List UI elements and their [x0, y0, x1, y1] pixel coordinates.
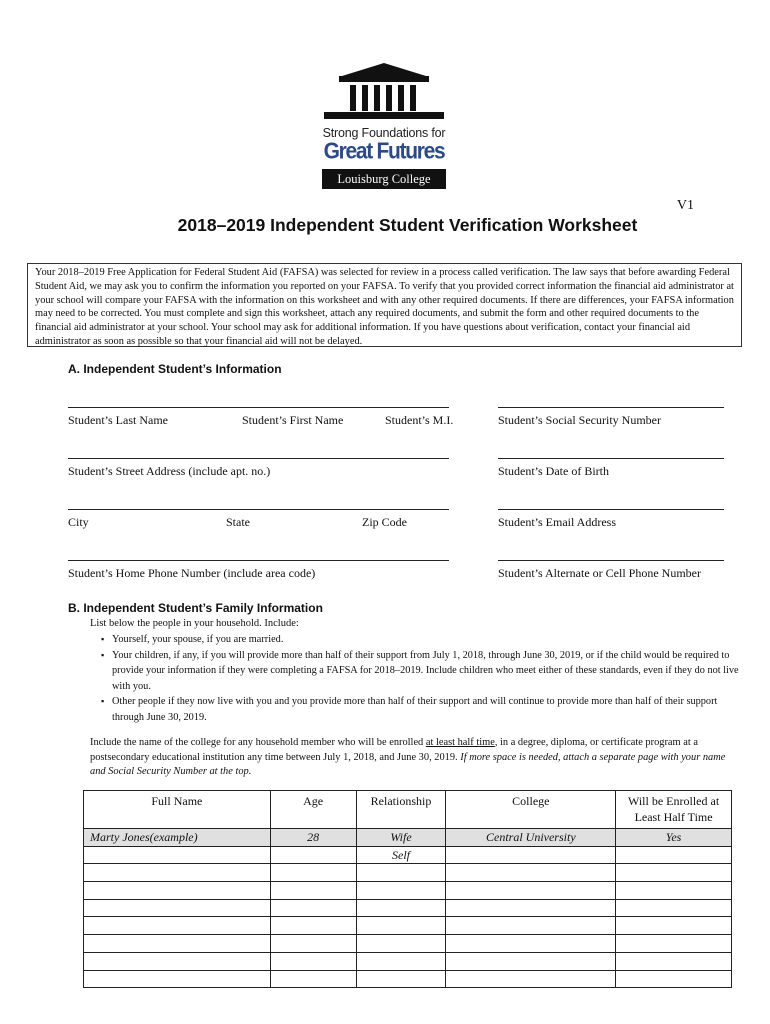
example-age: 28 — [270, 829, 356, 847]
table-row[interactable] — [84, 970, 732, 988]
col-age: Age — [270, 791, 356, 829]
first-name-label: Student’s First Name — [242, 413, 344, 427]
list-item: ▪ Your children, if any, if you will provide more than half of their support from July 1, 2018, through June 30, 2019, or if the child would be required to provide your information if they were completing a FAFSA for 2018–2019. Include children who meet either of these standards, even if they do not live with you. — [101, 648, 741, 695]
table-row[interactable] — [84, 899, 732, 917]
note-underlined-text: at least half time — [425, 737, 495, 748]
table-cell[interactable] — [270, 899, 356, 917]
table-row[interactable] — [84, 882, 732, 900]
table-cell[interactable] — [616, 864, 732, 882]
ssn-label: Student’s Social Security Number — [498, 413, 661, 427]
example-name: Marty Jones(example) — [84, 829, 271, 847]
table-cell[interactable] — [446, 970, 616, 988]
dob-field-line[interactable] — [498, 458, 724, 459]
table-cell[interactable] — [356, 864, 446, 882]
state-label: State — [226, 515, 250, 529]
city-state-zip-field-line[interactable] — [68, 509, 449, 510]
table-cell[interactable] — [356, 952, 446, 970]
page-title: 2018–2019 Independent Student Verification Worksheet — [177, 215, 638, 235]
college-enrollment-note — [90, 736, 740, 780]
col-college: College — [446, 791, 616, 829]
table-row[interactable] — [84, 864, 732, 882]
table-cell[interactable] — [616, 935, 732, 953]
table-cell[interactable] — [270, 952, 356, 970]
table-header-row — [84, 791, 732, 829]
zip-label: Zip Code — [362, 515, 407, 529]
building-columns-icon — [322, 60, 446, 122]
cell-phone-label: Student’s Alternate or Cell Phone Number — [498, 566, 701, 580]
table-cell[interactable] — [616, 846, 732, 864]
table-cell[interactable] — [270, 864, 356, 882]
table-cell[interactable] — [446, 864, 616, 882]
col-full-name: Full Name — [84, 791, 271, 829]
example-college: Central University — [446, 829, 616, 847]
address-label: Student’s Street Address (include apt. no.) — [68, 464, 271, 478]
list-item: ▪ Other people if they now live with you and you provide more than half of their support and will continue to provide more than half of their support through June 30, 2019. — [101, 694, 741, 725]
col-relationship: Relationship — [356, 791, 446, 829]
table-cell[interactable] — [446, 846, 616, 864]
section-b-intro: List below the people in your household. Include: — [90, 618, 299, 629]
home-phone-label: Student’s Home Phone Number (include area code) — [68, 566, 316, 580]
section-b-heading: B. Independent Student’s Family Information — [68, 601, 323, 615]
table-cell[interactable] — [84, 917, 271, 935]
table-cell[interactable] — [270, 935, 356, 953]
mi-label: Student’s M.I. — [385, 413, 454, 427]
table-cell[interactable] — [270, 882, 356, 900]
note-italic-text: If more space is needed, attach a separate page with your name and Social Security Number at the top. — [90, 751, 726, 777]
note-text: , in a degree, diploma, or certificate program at a postsecondary educational institution any time between July 1, 2018, and June 30, 2019. — [90, 737, 698, 763]
list-item: ▪ Yourself, your spouse, if you are married. — [101, 632, 741, 648]
home-phone-field-line[interactable] — [68, 560, 449, 561]
cell-phone-field-line[interactable] — [498, 560, 724, 561]
name-field-line[interactable] — [68, 407, 449, 408]
table-cell[interactable] — [446, 935, 616, 953]
table-cell[interactable] — [356, 899, 446, 917]
table-row-example — [84, 829, 732, 847]
table-cell[interactable] — [616, 952, 732, 970]
college-logo — [322, 60, 446, 192]
table-cell[interactable] — [84, 846, 271, 864]
example-enrolled: Yes — [616, 829, 732, 847]
dob-label: Student’s Date of Birth — [498, 464, 609, 478]
table-row[interactable] — [84, 917, 732, 935]
table-cell[interactable] — [270, 970, 356, 988]
table-cell[interactable] — [356, 917, 446, 935]
table-cell[interactable] — [446, 882, 616, 900]
address-field-line[interactable] — [68, 458, 449, 459]
logo-tagline-2: Great Futures — [323, 138, 445, 165]
email-field-line[interactable] — [498, 509, 724, 510]
table-row[interactable] — [84, 935, 732, 953]
table-cell[interactable] — [356, 882, 446, 900]
table-cell[interactable] — [616, 917, 732, 935]
table-cell[interactable] — [84, 864, 271, 882]
intro-paragraph: Your 2018–2019 Free Application for Federal Student Aid (FAFSA) was selected for review in a process called verification. The law says that before awarding Federal Student Aid, we may ask you to confirm the information you reported on your FAFSA. To verify that you provided correct information the financial aid administrator at your school will compare your FAFSA with the information on this worksheet and with any other required documents. If there are differences, your FAFSA information may need to be corrected. You must complete and sign this worksheet, attach any required documents, and submit the form and other required documents to the financial aid administrator at your school. Your school may ask for additional information. If you have questions about verification, contact your financial aid administrator as soon as possible so that your financial aid will not be delayed. — [27, 263, 742, 347]
logo-tagline-1: Strong Foundations for — [322, 126, 446, 140]
col-enrolled-half-time: Will be Enrolled at Least Half Time — [616, 791, 732, 829]
table-cell[interactable] — [84, 952, 271, 970]
household-table — [83, 790, 732, 988]
email-label: Student’s Email Address — [498, 515, 616, 529]
last-name-label: Student’s Last Name — [68, 413, 168, 427]
ssn-field-line[interactable] — [498, 407, 724, 408]
table-cell[interactable] — [270, 917, 356, 935]
logo-college-name: Louisburg College — [322, 169, 446, 189]
table-cell[interactable] — [84, 970, 271, 988]
table-cell[interactable] — [616, 899, 732, 917]
table-row-self[interactable] — [84, 846, 732, 864]
table-cell[interactable] — [356, 970, 446, 988]
form-version: V1 — [676, 198, 694, 213]
table-cell[interactable] — [84, 899, 271, 917]
household-criteria-list — [101, 632, 741, 725]
table-cell[interactable] — [446, 952, 616, 970]
note-text: Include the name of the college for any household member who will be enrolled — [90, 737, 426, 748]
table-cell[interactable] — [84, 935, 271, 953]
table-cell[interactable] — [616, 970, 732, 988]
section-a-heading: A. Independent Student’s Information — [68, 362, 282, 376]
example-relationship: Wife — [356, 829, 446, 847]
table-cell[interactable] — [270, 846, 356, 864]
table-cell[interactable] — [84, 882, 271, 900]
city-label: City — [68, 515, 89, 529]
self-relationship: Self — [356, 846, 446, 864]
table-cell[interactable] — [616, 882, 732, 900]
table-row[interactable] — [84, 952, 732, 970]
table-cell[interactable] — [446, 917, 616, 935]
table-cell[interactable] — [446, 899, 616, 917]
table-cell[interactable] — [356, 935, 446, 953]
